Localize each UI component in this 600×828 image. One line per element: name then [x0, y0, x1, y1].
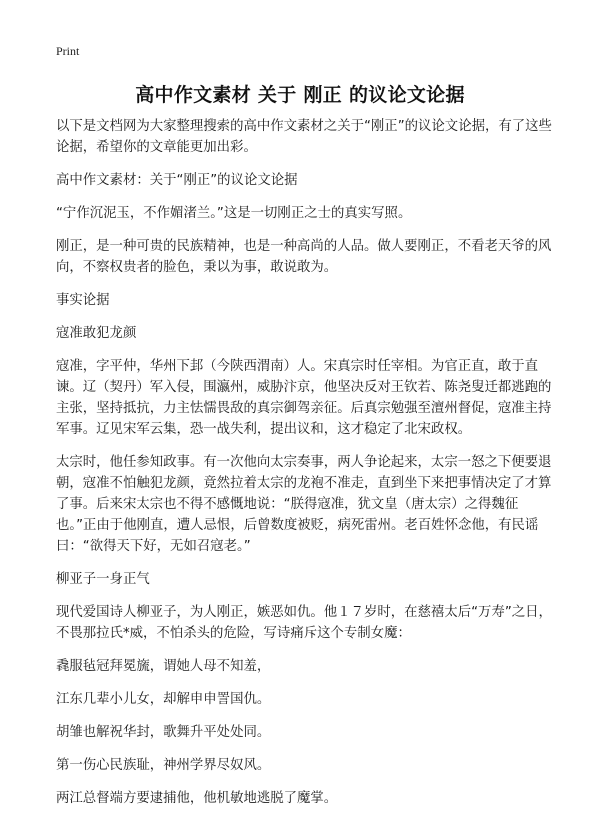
body-paragraph: 两江总督端方要逮捕他，他机敏地逃脱了魔掌。 — [56, 791, 338, 806]
subtitle-line: 高中作文素材：关于“刚正”的议论文论据 — [56, 173, 298, 188]
print-label: Print — [56, 44, 80, 58]
body-paragraph: 寇准，字平仲，华州下邽（今陕西渭南）人。宋真宗时任宰相。为官正直，敢于直谏。辽（契丹）军入侵，围瀛州，威胁汴京，他坚决反对王钦若、陈尧叟迁都逃跑的主张，坚持抵抗，力主怯懦畏敌的真宗御驾亲征。后真宗勉强至澶州督促，寇准主持军事。辽见宋军云集，恐一战失利，提出议和，这才稳定了北宋政权。 — [56, 359, 552, 437]
article-body — [56, 116, 556, 821]
example-heading: 寇准敢犯龙颜 — [56, 326, 137, 341]
poem-line: 胡雏也解祝华封，歌舞升平处处同。 — [56, 725, 271, 740]
body-paragraph: 太宗时，他任参知政事。有一次他向太宗奏事，两人争论起来，太宗一怒之下便要退朝，寇准不怕触犯龙颜，竟然拉着太宗的龙袍不准走，直到坐下来把事情决定了才算了事。后来宋太宗也不得不感慨地说：“朕得寇准，犹文皇（唐太宗）之得魏征也。”正由于他刚直，遭人忌恨，后曾数度被贬，病死雷州。老百姓怀念他，有民谣曰：“欲得天下好，无如召寇老。” — [56, 455, 552, 554]
poem-line: 江东几辈小儿女，却解申申詈国仇。 — [56, 692, 271, 707]
page-title: 高中作文素材 关于 刚正 的议论文论据 — [135, 84, 465, 106]
poem-line: 毳服毡冠拜冕旒，谓她人母不知羞， — [56, 659, 271, 674]
section-heading: 事实论据 — [56, 293, 110, 308]
example-heading: 柳亚子一身正气 — [56, 572, 150, 587]
quote-paragraph: “宁作沉泥玉，不作媚渚兰。”这是一切刚正之士的真实写照。 — [56, 206, 412, 221]
intro-paragraph: 以下是文档网为大家整理搜索的高中作文素材之关于“刚正”的议论文论据，有了这些论据，希望你的文章能更加出彩。 — [56, 119, 552, 155]
body-paragraph: 现代爱国诗人柳亚子，为人刚正，嫉恶如仇。他１７岁时，在慈禧太后“万寿”之日，不畏那拉氏*威，不怕杀头的危险，写诗痛斥这个专制女魔： — [56, 605, 552, 641]
poem-line: 第一伤心民族耻，神州学界尽奴风。 — [56, 758, 271, 773]
definition-paragraph: 刚正，是一种可贵的民族精神，也是一种高尚的人品。做人要刚正，不看老天爷的风向，不察权贵者的脸色，秉以为事，敢说敢为。 — [56, 239, 552, 275]
